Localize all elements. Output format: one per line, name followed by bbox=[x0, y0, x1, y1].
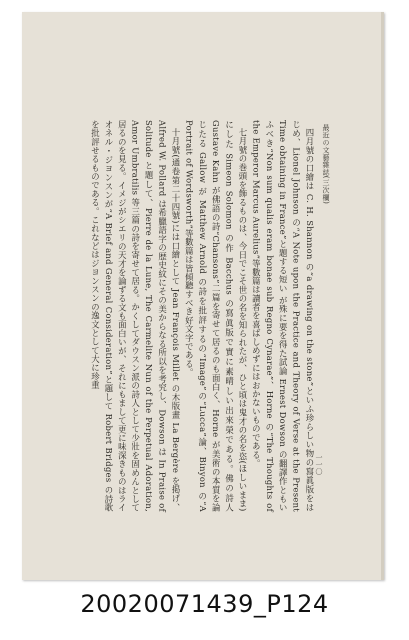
book-page bbox=[22, 12, 384, 580]
paragraph: 七月號の巻頭を飾るものは、今日でこそ世の名を知られたが、ひと頃は鬼才の名を恣(ほしいまま)にした Simeon Solomon の作 Bacchus の寫眞版で實に素晴しい出來榮である。佛の詩人 Gustave Kahn が佛語の詩“Chansons”二篇を寄せて居るのも面白く、Horne が美術の本質を論じたる Gallow が Matthew Arnold の詩を批評するの“Image”の“Lucca”論、Binyon の“A Portrait of Wordsworth”等數篇は皆傾聽すべき好文字である。 bbox=[184, 120, 248, 512]
body-text bbox=[74, 120, 316, 512]
paragraph: 十月號(通卷第二十四號)には口繪として Jean François Millet の木版畫 La Bergère を掲げ、Alfred W. Pollard は希臘語字の歴史紋にその美からなる所以を考究し、Dowson は In Praise of Solitude と題して、Pierre de la Lune, The Carmelite Nun of the Perpetual Adoration, Amor Umbratilis 等三篇の詩を寄せて居る。かくしてダウスン派の詩人として少壯を固めんとして居るのを見る。イメジがシエリの天才を論ずる文も面白いが、それにもまして更に味深きものはライオネル・ジヨンスンが“A Brief and General Consideration”と題して Robert Bridges の詩歌を批評せるものである。これなどはジヨンスンの逸文として大に珍重 bbox=[90, 120, 181, 512]
page-number: 一一〇 bbox=[315, 454, 323, 475]
scan-label: 20020071439_P124 bbox=[80, 590, 329, 618]
page-edge bbox=[381, 12, 384, 580]
running-header: 最近の文藝雜誌(三次欄) bbox=[322, 124, 330, 205]
paragraph: 四月號の口繪は C. H. Shannon の“a drawing on the stone”といふ珍らしい物の寫眞版をはじめ、Lionel Johnson の“A Note upon the Practice and Theory of Verse at the Present Time obtaining in France”と題する短い が殊に要を得た試論 Ernest Dowson の翻譯作ともいふべき“Non sum qualis eram bonae sub Regno Cynarae”、Horne の“The Thoughts of the Emperor Marcus Aurelius”等數篇は讀者を喜ばしめずにはおかないものである。 bbox=[251, 120, 315, 512]
